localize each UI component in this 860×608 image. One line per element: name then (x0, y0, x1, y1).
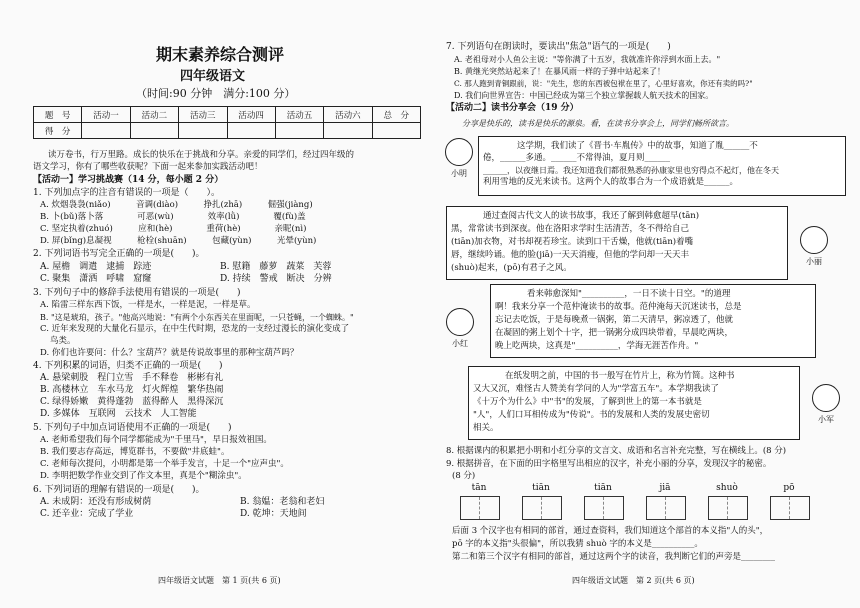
xiaohong-line-2: 啊！我来分享一个范仲淹读书的故事。范仲淹每天沉迷读书，总是 (495, 302, 742, 312)
xiaoming-avatar (442, 138, 476, 179)
q3-option-a[interactable]: A. 陷雷三样东西下饭，一样是水，一样是泥，一样是草。 (40, 300, 256, 310)
tianzige-box[interactable] (460, 496, 500, 520)
xiaoli-line-4: 唇，继续吟诵。他的脸(jiā)一天天消瘦，但他的学问却一天天丰 (451, 250, 690, 260)
q7-stem: 7. 下列语句在朗读时，要读出"焦急"语气的一项是( ) (446, 42, 671, 52)
score-row (34, 123, 421, 139)
q9-score: (8 分) (452, 471, 476, 481)
q5-option-c[interactable]: C. 老师每次提问，小明都是第一个举手发言，十足一个"应声虫"。 (40, 459, 289, 469)
q5-option-d[interactable]: D. 李明把数学作业交到了作文本里，真是个"糊涂虫"。 (40, 471, 247, 481)
xiaohong-line-4: 在凝固的粥上划个十字，把一锅粥分成四块带着，早晨吃两块， (495, 328, 734, 338)
score-header-cell: 题 号 (34, 107, 82, 123)
q3-option-c-cont: 鸟类。 (50, 336, 76, 346)
time-line: （时间:90 分钟 满分:100 分） (136, 87, 296, 100)
q4-stem: 4. 下列积累的词语，归类不正确的一项是( ) (33, 361, 223, 371)
q5-option-a[interactable]: A. 老师希望我们每个同学都能成为"千里马"，早日报效祖国。 (40, 435, 272, 445)
q6-option-a[interactable]: A. 未成阴：还没有形成树荫 (40, 497, 152, 507)
q5-option-b[interactable]: B. 我们要志存高远，博览群书，不要做"井底蛙"。 (40, 447, 230, 457)
score-header-cell: 总 分 (372, 107, 420, 123)
page-footer-right: 四年级语文试题 第 2 页(共 6 页) (572, 576, 695, 585)
score-header-cell: 活动三 (179, 107, 227, 123)
q3-option-b[interactable]: B. "这是琥珀，孩子。"他高兴地说："有两个小东西关在里面呢，一只苍蝇，一个蜘蛛。" (40, 313, 354, 322)
xiaoming-line-4: 利用雪地的反光来读书。这两个人的故事合为一个成语就是______。 (483, 177, 739, 187)
activity1-heading: 【活动一】学习挑战赛（14 分，每小题 2 分） (33, 175, 224, 185)
xiaoming-line-2: 倦，______多通。______不常得油，夏月则______ (483, 153, 671, 163)
tianzige-divider (771, 497, 790, 519)
pinyin-label: tiān (532, 483, 550, 493)
intro-line-2: 语文学习，你有了哪些收获呢？下面一起来参加实践活动吧！ (33, 162, 263, 172)
score-header-cell: 活动六 (324, 107, 372, 123)
score-cell[interactable] (275, 123, 323, 139)
tianzige-divider (647, 497, 666, 519)
q4-option-d[interactable]: D. 多媒体 互联网 云技术 人工智能 (40, 409, 197, 419)
q3-stem: 3. 下列句子中的修辞手法使用有错误的一项是( ) (33, 288, 241, 298)
q1-option-c[interactable]: C. 坚定执着(zhuó) 应和(hè) 重荷(hè) 亲昵(nì) (40, 224, 307, 234)
q7-option-d[interactable]: D. 我们向世界宣告：中国已经成为第三个独立掌握载人航天技术的国家。 (454, 91, 714, 100)
q6-option-b[interactable]: B. 翁媪：老翁和老妇 (240, 497, 325, 507)
q6-stem: 6. 下列词语的理解有错误的一项是( )。 (33, 485, 205, 495)
q2-stem: 2. 下列词语书写完全正确的一项是( )。 (33, 249, 205, 259)
activity2-intro: 分享是快乐的，读书是快乐的源泉。看，在读书分享会上，同学们畅所欲言。 (462, 119, 734, 128)
activity2-heading: 【活动二】读书分享会（19 分） (446, 103, 579, 113)
q9-stem: 9. 根据拼音，在下面的田字格里写出相应的汉字，补充小丽的分享，发现汉字的秘密。 (446, 459, 772, 469)
xiaojun-line-2: 又大又沉，难怪古人赞美有学问的人为"学富五车"。本学期我读了 (473, 384, 719, 394)
score-table (33, 106, 421, 139)
q5-stem: 5. 下列句子中加点词语使用不正确的一项是( ) (33, 423, 232, 433)
q9-line-2: pō 字的本义指"头很偏"，所以我猜 shuò 字的本义是__________。 (452, 539, 703, 549)
q1-stem: 1. 下列加点字的注音有错误的一项是（ ）。 (33, 188, 220, 198)
xiaohong-line-5: 晚上吃两块，这真是"__________，学海无涯苦作舟。" (495, 341, 699, 351)
q2-option-c[interactable]: C. 聚集 潇洒 呼啸 窟窿 (40, 274, 152, 284)
xiaoli-line-1: 通过查阅古代文人的读书故事，我还了解到韩愈超早(tān) (483, 211, 700, 221)
xiaoming-line-1: 这学期，我们读了《晋书·车胤传》中的故事，知道了胤______不 (517, 141, 758, 151)
q3-option-c[interactable]: C. 近年来发现的大量化石显示，在中生代时期，恐龙的一支经过漫长的演化变成了 (40, 324, 350, 334)
xiaoli-line-5: (shuò)起来，(pō)有君子之风。 (451, 263, 572, 273)
tianzige-divider (709, 497, 728, 519)
q7-option-b[interactable]: B. 黄继光突然站起来了！在暴风雨一样的子弹中站起来了！ (454, 67, 665, 76)
q1-option-a[interactable]: A. 炊烟袅袅(niǎo) 音调(diào) 挣扎(zhā) 倔强(jiàng) (40, 200, 313, 210)
xiaohong-name: 小红 (452, 339, 468, 348)
q8-stem: 8. 根据课内的积累把小明和小红分享的文言文、成语和名言补充完整，写在横线上。(8 分) (446, 446, 787, 456)
page-footer-left: 四年级语文试题 第 1 页(共 6 页) (158, 576, 281, 585)
face-icon (812, 384, 840, 412)
xiaoli-line-2: 黑，常常读书到深夜。他在洛阳求学时生活清苦，冬不得给自己 (451, 224, 690, 234)
pinyin-label: pō (783, 483, 795, 493)
score-cell[interactable] (372, 123, 420, 139)
pinyin-label: tān (471, 483, 487, 493)
tianzige-box[interactable] (646, 496, 686, 520)
face-icon (445, 138, 473, 166)
q4-option-b[interactable]: B. 高楼林立 车水马龙 灯火辉煌 繁华热闹 (40, 385, 224, 395)
xiaoli-avatar (794, 226, 834, 267)
q9-line-3: 第二和第三个汉字有相同的部首，通过这两个字的读音，我判断它们的声旁是________ (452, 552, 776, 562)
xiaoli-speech-box (446, 206, 788, 280)
xiaohong-line-3: 忘记去吃饭，于是每晚煮一锅粥，第二天清早，粥凉透了，他就 (495, 315, 734, 325)
q6-option-d[interactable]: D. 乾坤：天地间 (240, 509, 307, 519)
xiaojun-line-4: "人"，人们口耳相传成为"传说"。书的发展和人类的发展史密切 (473, 410, 710, 420)
tianzige-box[interactable] (708, 496, 748, 520)
xiaohong-speech-box (490, 284, 816, 358)
xiaojun-line-5: 相关。 (473, 423, 499, 433)
score-cell[interactable] (227, 123, 275, 139)
xiaohong-line-1: 看来韩愈深知"__________，一日不读十日空。"的道理 (527, 289, 731, 299)
q4-option-a[interactable]: A. 悬梁刺股 程门立雪 手不释卷 彬彬有礼 (40, 373, 224, 383)
score-header-cell: 活动一 (82, 107, 130, 123)
xiaoming-speech-box (478, 136, 846, 196)
exam-subtitle: 四年级语文 (180, 69, 246, 84)
q3-option-d[interactable]: D. 你们也许要问：什么？宝葫芦？就是传说故事里的那种宝葫芦吗？ (40, 348, 299, 358)
xiaoming-line-3: ______，以夜继日焉。我还知道我们都很熟悉的孙康家里也穷得点不起灯，他在冬天 (483, 166, 779, 175)
tianzige-divider (461, 497, 480, 519)
face-icon (800, 226, 828, 254)
tianzige-divider (523, 497, 542, 519)
q1-option-d[interactable]: D. 屏(bǐng)息凝视 枪栓(shuān) 包藏(yùn) 光晕(yùn) (40, 236, 317, 246)
face-icon (446, 308, 474, 336)
xiaojun-avatar (806, 384, 846, 425)
xiaohong-avatar (442, 308, 478, 349)
score-cell[interactable] (130, 123, 178, 139)
pinyin-label: tiān (594, 483, 612, 493)
score-header-cell: 活动二 (130, 107, 178, 123)
tianzige-box[interactable] (522, 496, 562, 520)
tianzige-box[interactable] (584, 496, 624, 520)
intro-line-1: 读万卷书，行万里路。成长的快乐在于挑战和分享。亲爱的同学们，经过四年级的 (48, 150, 355, 160)
tianzige-divider (585, 497, 604, 519)
score-header-cell: 活动五 (275, 107, 323, 123)
q9-line-1: 后面 3 个汉字也有相同的部首，通过查资料，我们知道这个部首的本义指"人的头"， (452, 526, 769, 536)
q7-option-c[interactable]: C. 那人跑到青铜跟前，说："先生，您的东西被包袱在里了，心里好喜欢，你还有卖的吗?" (454, 79, 753, 88)
q4-option-c[interactable]: C. 绿得娇嫩 黄得蓬勃 蓝得醉人 黑得深沉 (40, 397, 224, 407)
right-page (432, 0, 860, 608)
xiaojun-speech-box (468, 366, 800, 440)
q2-option-b[interactable]: B. 慰籍 藤萝 蔬菜 芙蓉 (220, 262, 332, 272)
exam-title: 期末素养综合测评 (156, 45, 285, 64)
tianzige-box[interactable] (770, 496, 810, 520)
q1-option-b[interactable]: B. 卜(bǔ)落卜落 可恶(wù) 效率(lǜ) 覆(fù)盖 (40, 212, 306, 222)
score-cell[interactable] (82, 123, 130, 139)
q2-option-d[interactable]: D. 持续 警戒 断决 分辨 (220, 274, 332, 284)
score-cell[interactable] (179, 123, 227, 139)
score-header-row (34, 107, 421, 123)
pinyin-label: shuò (716, 483, 738, 493)
score-row-label: 得 分 (34, 123, 82, 139)
score-cell[interactable] (324, 123, 372, 139)
q6-option-c[interactable]: C. 还辛业：完成了学业 (40, 509, 134, 519)
xiaojun-line-3: 《十万个为什么》中"书"的发展，了解到世上的第一本书就是 (473, 397, 702, 407)
q7-option-a[interactable]: A. 老祖母对小人鱼公主说："等你满了十五岁，我就准许你浮到水面上去。" (454, 55, 721, 64)
xiaoli-line-3: (tiān)加衣物，对书却视若珍宝。读到口干舌燥，他就(tiān)着嘴 (451, 237, 694, 247)
xiaoli-name: 小丽 (806, 257, 822, 266)
q2-option-a[interactable]: A. 屋檐 调遣 逮捕 踪迹 (40, 262, 152, 272)
xiaojun-name: 小军 (818, 415, 834, 424)
xiaojun-line-1: 在纸发明之前，中国的书一般写在竹片上，称为竹简。这种书 (505, 371, 735, 381)
score-header-cell: 活动四 (227, 107, 275, 123)
pinyin-label: jiā (659, 483, 671, 493)
xiaoming-name: 小明 (451, 169, 467, 178)
